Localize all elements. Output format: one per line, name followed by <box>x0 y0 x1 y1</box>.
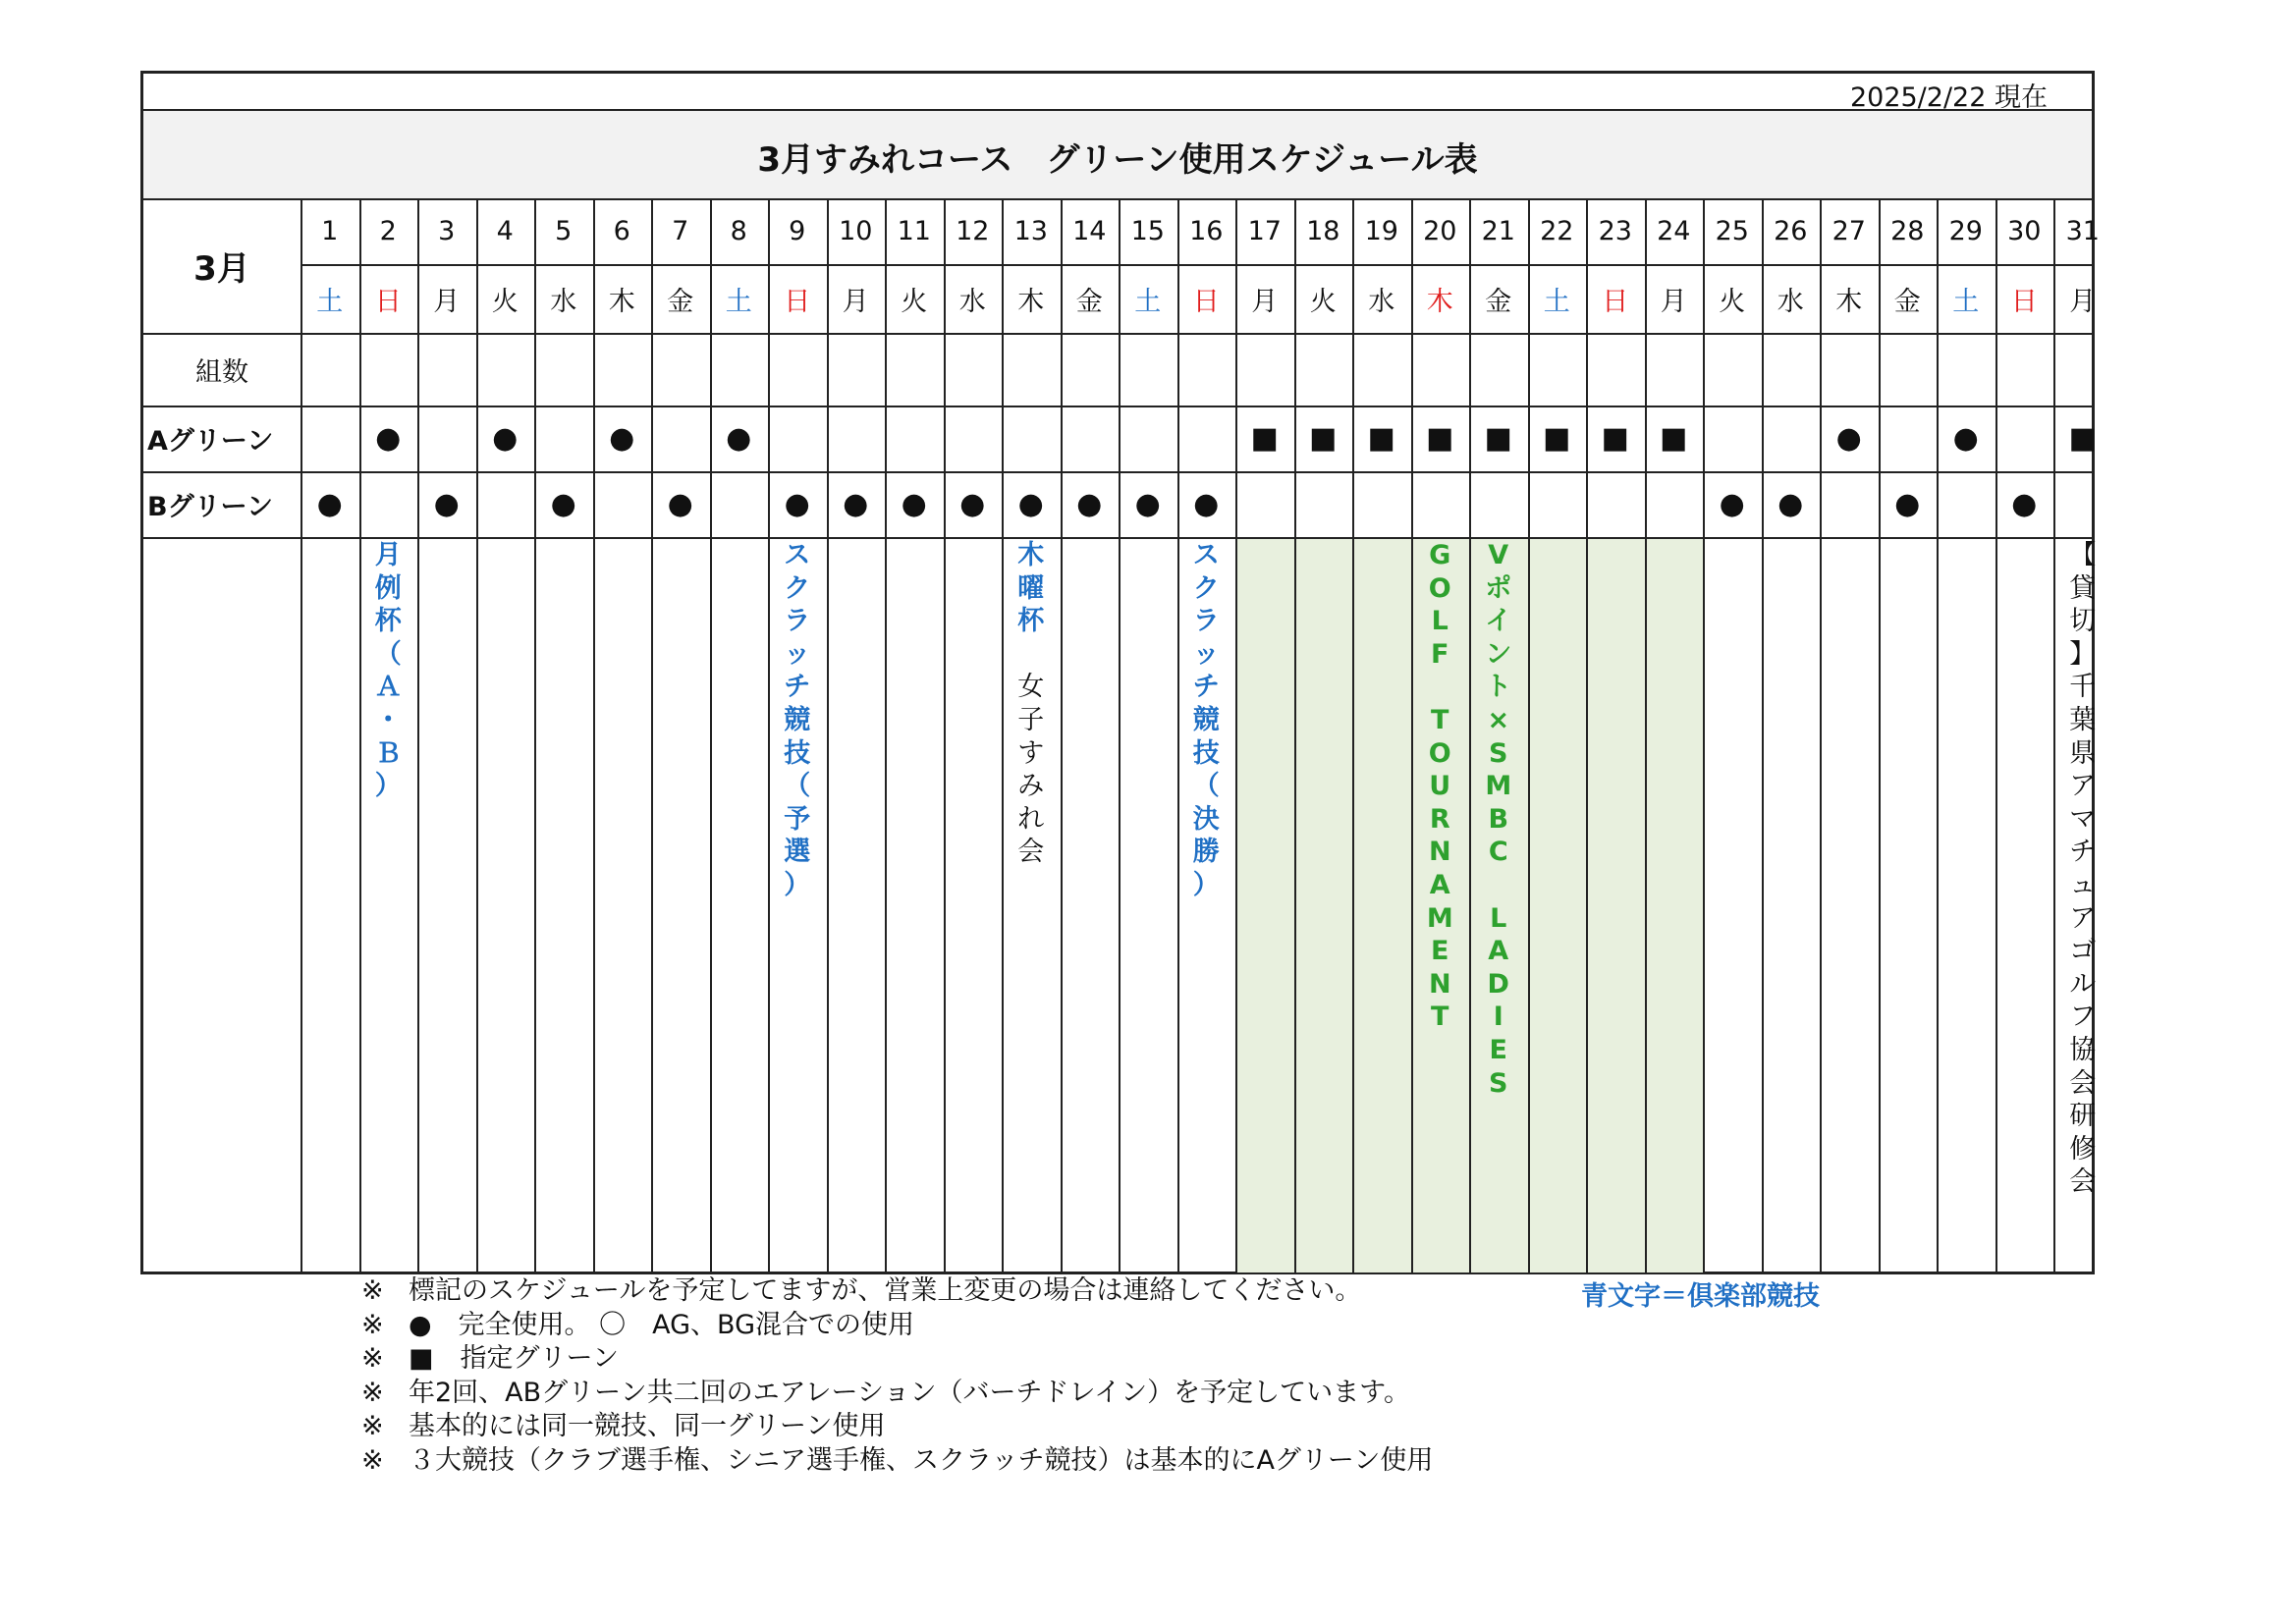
day-number: 14 <box>1072 216 1107 246</box>
note-line <box>361 1309 1433 1343</box>
b-green-mark: ● <box>1076 487 1103 521</box>
weekday: 水 <box>1777 286 1804 317</box>
weekday: 金 <box>1075 286 1103 317</box>
schedule-sheet <box>140 71 2100 1274</box>
event-text <box>1011 671 1051 869</box>
a-green-mark <box>885 406 944 471</box>
weekday: 日 <box>374 286 402 317</box>
b-green-mark <box>1528 471 1587 537</box>
a-green-mark: ■ <box>1309 421 1338 456</box>
event-char: ラ <box>784 606 811 637</box>
event-char: ア <box>2069 902 2097 934</box>
grid-vline <box>651 198 653 1272</box>
event-char: L <box>1431 606 1449 637</box>
event-char: ゴ <box>2069 936 2097 967</box>
day-number: 30 <box>2007 216 2042 246</box>
event-char <box>1427 671 1453 704</box>
a-green-mark <box>1703 406 1762 471</box>
event-char: 貸 <box>2069 572 2097 604</box>
a-green-mark: ● <box>1835 421 1862 456</box>
event-char: 決 <box>1192 803 1220 835</box>
weekday: 日 <box>1192 286 1220 317</box>
event-char: ） <box>374 771 402 802</box>
event-char: 県 <box>2069 737 2097 769</box>
grid-vline <box>1879 198 1881 1272</box>
row-label-a-green: Aグリーン <box>147 426 274 457</box>
event-char: 選 <box>784 837 811 868</box>
event-char: チ <box>1192 672 1220 703</box>
a-green-mark <box>944 406 1003 471</box>
day-number: 11 <box>897 216 931 246</box>
day-number: 15 <box>1130 216 1165 246</box>
a-green-mark: ■ <box>2068 421 2097 456</box>
day-number: 28 <box>1890 216 1925 246</box>
event-char: ） <box>784 869 811 900</box>
event-char: B <box>1488 803 1509 835</box>
event-char: 競 <box>1192 704 1220 735</box>
grid-vline <box>534 198 536 1272</box>
note-mark: ※ <box>361 1377 384 1408</box>
weekday: 金 <box>667 286 694 317</box>
event-char: R <box>1429 803 1450 835</box>
weekday: 火 <box>491 286 519 317</box>
grid-vline <box>1820 198 1822 1272</box>
event-char: T <box>1431 1001 1449 1033</box>
event-char: 女 <box>1017 672 1045 703</box>
event-text <box>1186 539 1226 902</box>
event-char: I <box>1493 1001 1503 1033</box>
grid-hline <box>143 109 2092 111</box>
event-text <box>2063 539 2103 1199</box>
event-char: 】 <box>2069 638 2097 670</box>
b-green-mark <box>1352 471 1411 537</box>
event-char: 会 <box>2069 1067 2097 1099</box>
note-text: 基本的には同一競技、同一グリーン使用 <box>409 1411 886 1441</box>
grid-vline <box>1995 198 1997 1272</box>
day-number: 29 <box>1948 216 1983 246</box>
grid-vline <box>1703 198 1705 1272</box>
event-char: M <box>1426 902 1453 934</box>
day-number: 24 <box>1657 216 1691 246</box>
a-green-mark <box>1061 406 1120 471</box>
a-green-mark <box>1002 406 1061 471</box>
grid-vline <box>476 198 478 1272</box>
grid-vline <box>2053 198 2055 1272</box>
weekday: 金 <box>1485 286 1512 317</box>
weekday: 土 <box>1952 286 1980 317</box>
event-char: 予 <box>784 803 811 835</box>
event-char: フ <box>2069 1001 2097 1033</box>
day-number: 4 <box>496 216 514 246</box>
b-green-mark: ● <box>316 487 343 521</box>
event-char: イ <box>1485 606 1512 637</box>
note-line <box>361 1342 1433 1377</box>
event-char: 杯 <box>1017 606 1045 637</box>
event-char: M <box>1485 771 1512 802</box>
grid-vline <box>1352 198 1354 1272</box>
weekday: 日 <box>784 286 811 317</box>
event-char: 千 <box>2069 672 2097 703</box>
b-green-mark: ● <box>901 487 927 521</box>
grid-vline <box>1937 198 1939 1272</box>
event-char: L <box>1490 902 1507 934</box>
note-text: 標記のスケジュールを予定してますが、営業上変更の場合は連絡してください。 <box>409 1275 1362 1306</box>
b-green-mark: ● <box>1894 487 1921 521</box>
event-char: U <box>1429 771 1451 802</box>
a-green-mark: ■ <box>1426 421 1454 456</box>
event-char: れ <box>1017 803 1045 835</box>
a-green-mark <box>1879 406 1938 471</box>
note-mark: ※ <box>361 1309 384 1340</box>
a-green-mark <box>301 406 359 471</box>
a-green-mark <box>651 406 710 471</box>
grid-vline <box>1235 198 1237 1272</box>
b-green-mark: ● <box>843 487 869 521</box>
b-green-mark <box>1820 471 1879 537</box>
event-text <box>1479 539 1518 1100</box>
day-number: 2 <box>379 216 397 246</box>
event-char: T <box>1431 704 1449 735</box>
event-char: C <box>1488 837 1508 868</box>
page-title: 3月すみれコース グリーン使用スケジュール表 <box>757 140 1478 180</box>
day-number: 5 <box>555 216 573 246</box>
day-number: 13 <box>1013 216 1048 246</box>
event-char: A <box>1488 936 1509 967</box>
b-green-mark: ● <box>1017 487 1044 521</box>
event-char: 葉 <box>2069 704 2097 735</box>
event-char: （ <box>784 771 811 802</box>
event-char: ト <box>1485 672 1512 703</box>
event-char: O <box>1428 572 1451 604</box>
event-char: 曜 <box>1017 572 1045 604</box>
event-char: み <box>1017 771 1045 802</box>
b-green-mark <box>476 471 535 537</box>
a-green-mark: ● <box>1952 421 1979 456</box>
month-label: 3月 <box>193 249 250 289</box>
b-green-mark: ● <box>667 487 693 521</box>
grid-vline <box>1061 198 1063 1272</box>
grid-vline <box>1645 198 1647 1272</box>
day-number: 10 <box>839 216 873 246</box>
event-char: 会 <box>1017 837 1045 868</box>
weekday: 金 <box>1893 286 1921 317</box>
b-green-mark <box>1294 471 1353 537</box>
a-green-mark <box>1177 406 1236 471</box>
note-mark: ※ <box>361 1343 384 1374</box>
weekday: 月 <box>2069 286 2097 317</box>
b-green-mark: ● <box>433 487 460 521</box>
b-green-mark <box>710 471 769 537</box>
event-char: ン <box>1485 638 1512 670</box>
note-line <box>361 1377 1433 1411</box>
b-green-mark: ● <box>784 487 810 521</box>
day-number: 19 <box>1364 216 1398 246</box>
event-char: ル <box>2069 968 2097 1000</box>
event-char: チ <box>784 672 811 703</box>
event-char: 競 <box>784 704 811 735</box>
weekday: 木 <box>1426 286 1453 317</box>
event-char: 子 <box>1017 704 1045 735</box>
event-char: 例 <box>374 572 402 604</box>
weekday: 木 <box>1835 286 1863 317</box>
day-number: 27 <box>1831 216 1866 246</box>
b-green-mark: ● <box>959 487 986 521</box>
a-green-mark <box>768 406 827 471</box>
weekday: 土 <box>725 286 752 317</box>
b-green-mark <box>1469 471 1528 537</box>
grid-hline <box>143 333 2092 335</box>
grid-vline <box>1586 198 1588 1272</box>
b-green-mark: ● <box>1193 487 1220 521</box>
event-char: チ <box>2069 837 2097 868</box>
grid-vline <box>1294 198 1296 1272</box>
event-char: A <box>1429 869 1450 900</box>
event-char: E <box>1431 936 1449 967</box>
weekday: 月 <box>842 286 869 317</box>
b-green-mark: ● <box>1719 487 1745 521</box>
b-green-mark <box>359 471 418 537</box>
event-char: （ <box>374 638 402 670</box>
event-char: S <box>1489 1067 1508 1099</box>
a-green-mark: ● <box>375 421 402 456</box>
grid-vline <box>710 198 712 1272</box>
note-mark: ※ <box>361 1411 384 1441</box>
event-char: Ａ <box>374 672 402 703</box>
event-char: V <box>1488 540 1509 570</box>
b-green-mark <box>2053 471 2112 537</box>
grid-vline <box>944 198 946 1272</box>
a-green-mark <box>827 406 886 471</box>
event-char: 協 <box>2069 1034 2097 1065</box>
a-green-mark: ■ <box>1660 421 1688 456</box>
grid-vline <box>1469 198 1471 1272</box>
day-number: 8 <box>730 216 747 246</box>
a-green-mark <box>534 406 593 471</box>
event-char: 杯 <box>374 606 402 637</box>
grid-vline <box>1119 198 1121 1272</box>
event-char: ッ <box>1192 638 1220 670</box>
row-label-b-green: Bグリーン <box>147 492 274 522</box>
legend-blue-text: 青文字＝倶楽部競技 <box>1581 1281 1820 1312</box>
a-green-mark: ■ <box>1484 421 1512 456</box>
event-char: ラ <box>1192 606 1220 637</box>
event-char: G <box>1429 540 1451 570</box>
b-green-mark <box>1586 471 1645 537</box>
day-number: 25 <box>1715 216 1749 246</box>
note-line <box>361 1444 1433 1479</box>
event-char: ア <box>2069 771 2097 802</box>
event-char <box>1485 869 1511 902</box>
notes-list <box>361 1274 1433 1478</box>
weekday: 木 <box>608 286 635 317</box>
weekday: 火 <box>1309 286 1337 317</box>
weekday: 月 <box>1660 286 1687 317</box>
a-green-mark: ● <box>726 421 752 456</box>
weekday: 水 <box>958 286 986 317</box>
weekday: 水 <box>550 286 577 317</box>
event-char: ス <box>1192 540 1220 570</box>
event-char: 技 <box>784 737 811 769</box>
grid-hline <box>143 537 2092 539</box>
day-number: 31 <box>2065 216 2100 246</box>
note-text: ３大競技（クラブ選手権、シニア選手権、スクラッチ競技）は基本的にAグリーン使用 <box>409 1444 1434 1476</box>
grid-vline <box>593 198 595 1272</box>
note-text: ● 完全使用。 〇 AG、BG混合での使用 <box>409 1309 915 1340</box>
event-char: D <box>1487 968 1509 1000</box>
weekday: 土 <box>316 286 344 317</box>
grid-vline <box>417 198 419 1272</box>
day-number: 21 <box>1481 216 1515 246</box>
grid-vline <box>301 198 302 1272</box>
b-green-mark <box>1235 471 1294 537</box>
event-char: す <box>1017 737 1045 769</box>
a-green-mark <box>1762 406 1821 471</box>
weekday: 火 <box>1719 286 1746 317</box>
day-number: 16 <box>1189 216 1224 246</box>
note-mark: ※ <box>361 1275 384 1306</box>
grid-vline <box>1002 198 1004 1272</box>
note-line <box>361 1410 1433 1444</box>
note-line <box>361 1274 1433 1309</box>
b-green-mark <box>1937 471 1995 537</box>
event-char: × <box>1487 704 1510 735</box>
grid-vline <box>885 198 887 1272</box>
a-green-mark <box>1995 406 2054 471</box>
weekday: 水 <box>1368 286 1395 317</box>
a-green-mark: ● <box>609 421 635 456</box>
event-char: ッ <box>784 638 811 670</box>
event-char: ュ <box>2069 869 2097 900</box>
event-char: E <box>1489 1034 1507 1065</box>
event-char: F <box>1431 638 1449 670</box>
event-char: ポ <box>1485 572 1512 604</box>
event-char: ク <box>1192 572 1220 604</box>
day-number: 23 <box>1598 216 1632 246</box>
note-mark: ※ <box>361 1444 384 1476</box>
note-text: ■ 指定グリーン <box>409 1343 619 1374</box>
event-char: 研 <box>2069 1101 2097 1132</box>
a-green-mark: ■ <box>1250 421 1279 456</box>
event-text <box>778 539 817 902</box>
as-of-date: 2025/2/22 現在 <box>1849 82 2048 113</box>
event-char: ） <box>1192 869 1220 900</box>
day-number: 7 <box>672 216 689 246</box>
weekday: 月 <box>433 286 461 317</box>
weekday: 火 <box>901 286 928 317</box>
grid-vline <box>1762 198 1764 1272</box>
event-char: S <box>1489 737 1508 769</box>
day-number: 20 <box>1423 216 1457 246</box>
day-number: 26 <box>1774 216 1808 246</box>
event-char: 木 <box>1017 540 1045 570</box>
event-char: O <box>1428 737 1451 769</box>
event-char: N <box>1428 968 1451 1000</box>
event-char: 【 <box>2069 540 2097 570</box>
event-char: 勝 <box>1192 837 1220 868</box>
event-char: Ｂ <box>374 737 402 769</box>
weekday: 木 <box>1017 286 1045 317</box>
day-number: 6 <box>613 216 630 246</box>
day-number: 17 <box>1247 216 1282 246</box>
weekday: 土 <box>1134 286 1162 317</box>
a-green-mark <box>417 406 476 471</box>
event-char: ス <box>784 540 811 570</box>
day-number: 22 <box>1540 216 1574 246</box>
a-green-mark: ■ <box>1543 421 1571 456</box>
day-number: 1 <box>321 216 339 246</box>
a-green-mark: ■ <box>1367 421 1395 456</box>
b-green-mark: ● <box>1777 487 1804 521</box>
event-text <box>1420 539 1459 1034</box>
weekday: 月 <box>1251 286 1279 317</box>
a-green-mark: ● <box>492 421 519 456</box>
b-green-mark <box>593 471 652 537</box>
a-green-mark: ■ <box>1601 421 1629 456</box>
b-green-mark <box>1645 471 1704 537</box>
event-char: 技 <box>1192 737 1220 769</box>
event-char: マ <box>2069 803 2097 835</box>
note-text: 年2回、ABグリーン共二回のエアレーション（バーチドレイン）を予定しています。 <box>409 1377 1410 1408</box>
weekday: 日 <box>1602 286 1629 317</box>
grid-vline <box>1528 198 1530 1272</box>
event-text <box>1011 539 1051 638</box>
weekday: 土 <box>1543 286 1570 317</box>
event-char: ・ <box>374 704 402 735</box>
day-number: 12 <box>956 216 990 246</box>
event-char: 会 <box>2069 1166 2097 1198</box>
day-number: 3 <box>438 216 456 246</box>
event-char: 切 <box>2069 606 2097 637</box>
b-green-mark: ● <box>550 487 576 521</box>
row-label-groups: 組数 <box>195 356 248 388</box>
grid-vline <box>1177 198 1179 1272</box>
event-char: （ <box>1192 771 1220 802</box>
grid-vline <box>359 198 361 1272</box>
event-char: 修 <box>2069 1133 2097 1164</box>
b-green-mark: ● <box>2011 487 2038 521</box>
a-green-mark <box>1119 406 1177 471</box>
b-green-mark: ● <box>1134 487 1161 521</box>
grid-vline <box>827 198 829 1272</box>
event-char: N <box>1428 837 1451 868</box>
day-number: 9 <box>789 216 806 246</box>
grid-vline <box>1411 198 1413 1272</box>
grid-vline <box>768 198 770 1272</box>
event-char: 月 <box>374 540 402 570</box>
day-number: 18 <box>1306 216 1340 246</box>
event-text <box>368 539 408 803</box>
event-char: ク <box>784 572 811 604</box>
b-green-mark <box>1411 471 1470 537</box>
weekday: 日 <box>2010 286 2038 317</box>
